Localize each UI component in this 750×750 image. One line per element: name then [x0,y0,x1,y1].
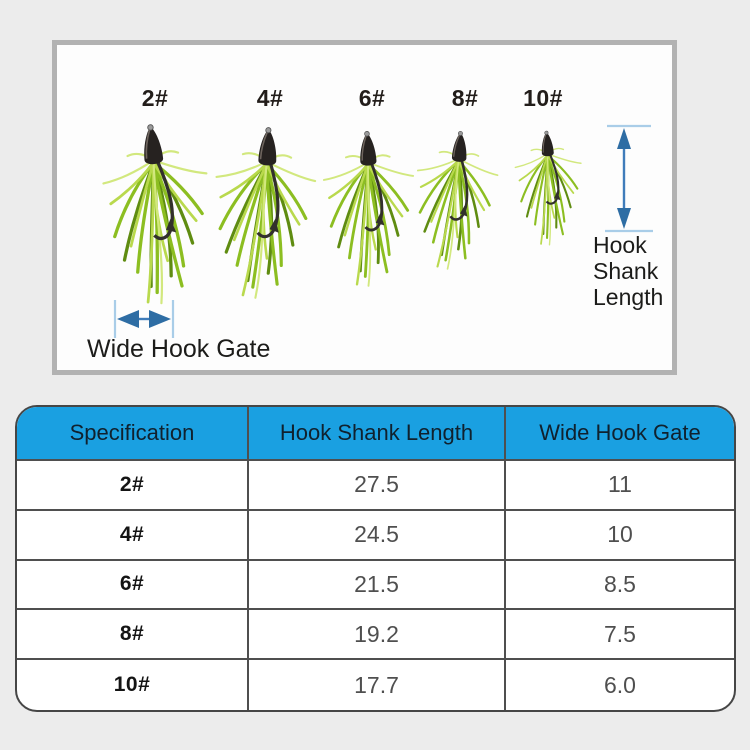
gate-cell: 7.5 [504,610,734,660]
shank-cell: 17.7 [247,660,504,710]
spec-cell: 8# [17,610,247,660]
gate-cell: 6.0 [504,660,734,710]
specification-table [15,405,736,712]
hook-gate-annotation: Wide Hook Gate [87,335,271,363]
size-label-2: 2# [141,85,169,111]
size-label-8: 8# [451,85,479,111]
jig-size-8 [411,129,500,272]
col-header-hook-shank-length: Hook Shank Length [247,407,504,461]
gate-cell: 8.5 [504,561,734,611]
shank-cell: 21.5 [247,561,504,611]
spec-cell: 10# [113,673,151,697]
size-label-4: 4# [256,85,284,111]
product-photo-panel [52,40,677,375]
shank-length-annotation: Hook Shank Length [593,232,664,310]
spec-cell: 2# [17,461,247,511]
shank-cell: 19.2 [247,610,504,660]
col-header-wide-hook-gate: Wide Hook Gate [504,407,734,461]
size-label-6: 6# [358,85,386,111]
jig-size-4 [210,125,317,301]
jig-size-2 [99,120,218,307]
spec-cell: 6# [17,561,247,611]
gate-cell: 10 [504,511,734,561]
shank-length-arrow-icon [597,121,661,237]
shank-cell: 27.5 [247,461,504,511]
jig-size-10 [513,129,585,246]
col-header-specification: Specification [17,407,247,461]
jig-size-6 [322,130,417,287]
spec-cell: 4# [17,511,247,561]
size-label-10: 10# [523,85,563,111]
shank-cell: 24.5 [247,511,504,561]
gate-cell: 11 [504,461,734,511]
